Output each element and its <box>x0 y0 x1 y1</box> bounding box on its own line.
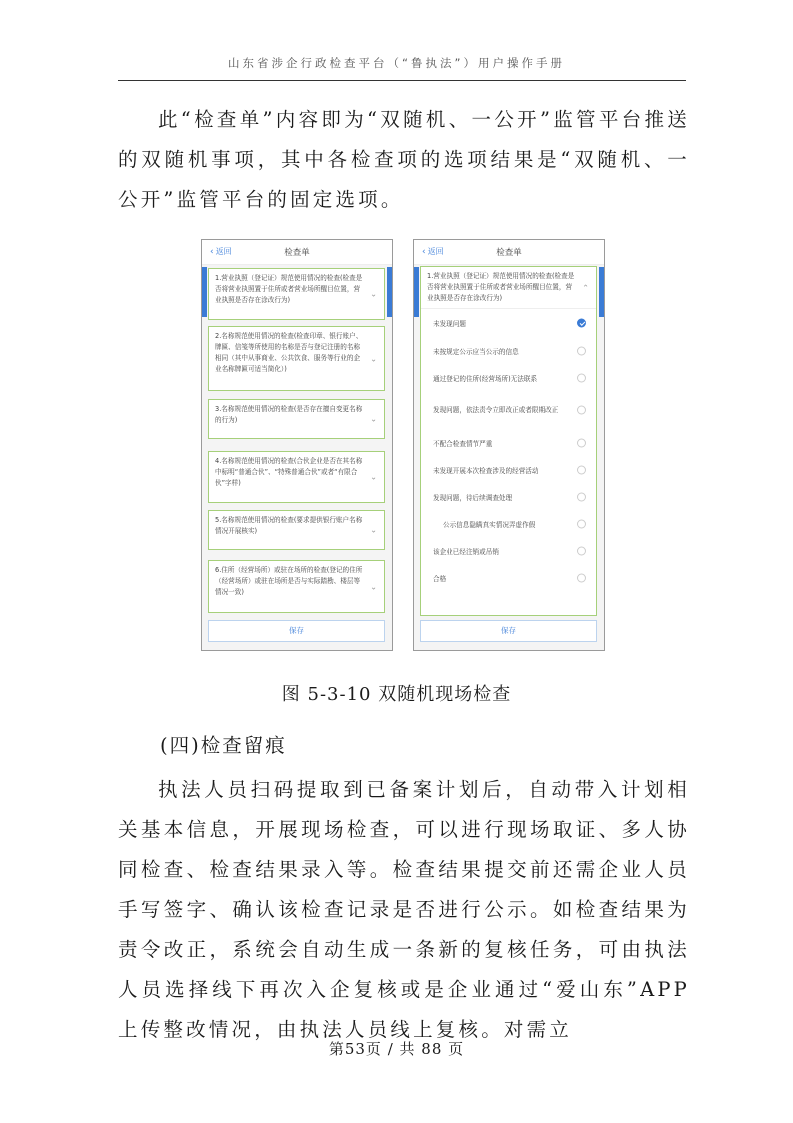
chevron-down-icon: ⌄ <box>370 525 377 535</box>
chevron-up-icon: ⌃ <box>582 283 589 292</box>
document-header: 山东省涉企行政检查平台（“鲁执法”）用户操作手册 <box>228 56 565 70</box>
phone-screenshot-checklist-expanded <box>413 239 605 651</box>
checked-radio-icon[interactable] <box>577 319 586 328</box>
expanded-check-item <box>420 266 597 616</box>
blue-accent-bar <box>599 267 604 317</box>
chevron-down-icon: ⌄ <box>370 414 377 424</box>
check-item-3[interactable] <box>208 399 385 439</box>
option-label: 未发现问题 <box>433 320 466 328</box>
save-button[interactable]: 保存 <box>208 620 385 642</box>
check-item-label: 1.营业执照（登记证）规范使用情况的检查(检查是否将营业执照置于住所或者营业场所醒目位置，营业执照是否存在涂改行为) <box>427 272 575 302</box>
screen-title: 检查单 <box>496 248 522 258</box>
check-item-1-header[interactable] <box>421 266 596 309</box>
check-item-2[interactable] <box>208 326 385 391</box>
save-button[interactable]: 保存 <box>420 620 597 642</box>
check-item-6[interactable] <box>208 560 385 613</box>
option-label: 不配合检查情节严重 <box>433 439 493 448</box>
radio-icon[interactable] <box>577 373 586 382</box>
radio-icon[interactable] <box>577 438 586 447</box>
chevron-down-icon: ⌄ <box>370 582 377 591</box>
check-item-label: 1.营业执照（登记证）规范使用情况的检查(检查是否将营业执照置于住所或者营业场所醒目位置，营业执照是否存在涂改行为) <box>215 274 363 304</box>
radio-icon[interactable] <box>577 492 586 501</box>
option-row[interactable] <box>421 391 596 429</box>
check-item-label: 5.名称规范使用情况的检查(要求提供银行账户名称情况开展核实) <box>215 516 363 535</box>
check-item-label: 4.名称规范使用情况的检查(合伙企业是否在其名称中标明“普通合伙”、“特殊普通合伙”或者“有限合伙”字样) <box>215 457 363 487</box>
phone-screenshot-checklist <box>201 239 393 651</box>
option-label: 公示信息隐瞒真实情况弄虚作假 <box>443 520 536 529</box>
section-heading: (四)检查留痕 <box>160 734 287 757</box>
option-row[interactable] <box>421 337 596 364</box>
page-number: 第53页 / 共 88 页 <box>328 1040 465 1058</box>
check-item-label: 6.住所（经营场所）或驻在场所的检查(登记的住所（经营场所）或驻在场所是否与实际踏勘、楼层等情况一致) <box>215 566 363 596</box>
check-item-4[interactable] <box>208 451 385 503</box>
radio-icon[interactable] <box>577 465 586 474</box>
intro-text: 此“检查单”内容即为“双随机、一公开”监管平台推送的双随机事项，其中各检查项的选项结果是“双随机、一公开”监管平台的固定选项。 <box>118 108 690 211</box>
chevron-left-icon: ‹ <box>210 247 214 257</box>
radio-icon[interactable] <box>577 546 586 555</box>
option-row[interactable] <box>421 483 596 510</box>
option-row[interactable] <box>421 456 596 483</box>
chevron-down-icon: ⌄ <box>370 472 377 482</box>
figure-caption: 图 5-3-10 双随机现场检查 <box>281 684 512 705</box>
chevron-down-icon: ⌄ <box>370 289 377 299</box>
option-label: 发现问题，依法责令立即改正或者限期改正 <box>433 405 559 414</box>
option-row[interactable] <box>421 537 596 564</box>
chevron-left-icon: ‹ <box>422 247 426 257</box>
radio-icon[interactable] <box>577 519 586 528</box>
header-divider <box>118 80 686 81</box>
blue-accent-bar <box>414 267 419 317</box>
body-text: 执法人员扫码提取到已备案计划后，自动带入计划相关基本信息，开展现场检查，可以进行现场取证、多人协同检查、检查结果录入等。检查结果提交前还需企业人员手写签字、确认该检查记录是否进行公示。如检查结果为责令改正，系统会自动生成一条新的复核任务，可由执法人员选择线下再次入企复核或是企业通过“爱山东”APP上传整改情况，由执法人员线上复核。对需立 <box>118 778 690 1041</box>
check-item-label: 3.名称规范使用情况的检查(是否存在擅自变更名称的行为) <box>215 405 363 424</box>
back-label: 返回 <box>215 247 232 256</box>
chevron-down-icon: ⌄ <box>370 354 377 363</box>
blue-accent-bar <box>387 267 392 317</box>
check-item-1[interactable] <box>208 268 385 320</box>
check-item-label: 2.名称规范使用情况的检查(检查印章、银行账户、牌匾、信笺等所使用的名称是否与登记注册的名称相同（其中从事商业、公共饮食、服务等行业的企业名称牌匾可适当简化）) <box>215 332 363 373</box>
option-row[interactable] <box>421 429 596 456</box>
option-row[interactable] <box>421 564 596 591</box>
option-row[interactable] <box>421 510 596 537</box>
blue-accent-bar <box>202 267 207 317</box>
option-label: 该企业已经注销或吊销 <box>433 547 499 556</box>
option-label: 合格 <box>433 574 447 583</box>
option-label: 发现问题，待后续调查处理 <box>433 493 513 502</box>
back-label: 返回 <box>427 247 444 256</box>
option-label: 未按规定公示应当公示的信息 <box>433 347 519 356</box>
radio-icon[interactable] <box>577 346 586 355</box>
check-item-5[interactable] <box>208 510 385 550</box>
option-row[interactable] <box>421 364 596 391</box>
screen-title: 检查单 <box>284 248 310 258</box>
option-label: 通过登记的住所(经营场所)无法联系 <box>433 374 538 383</box>
radio-icon[interactable] <box>577 406 586 415</box>
option-label: 未发现开展本次检查涉及的经营活动 <box>433 466 539 475</box>
radio-icon[interactable] <box>577 573 586 582</box>
top-nav-bar <box>202 240 392 265</box>
option-row[interactable] <box>421 309 596 337</box>
top-nav-bar <box>414 240 604 265</box>
body-paragraph <box>118 770 690 1050</box>
intro-paragraph <box>118 100 690 220</box>
